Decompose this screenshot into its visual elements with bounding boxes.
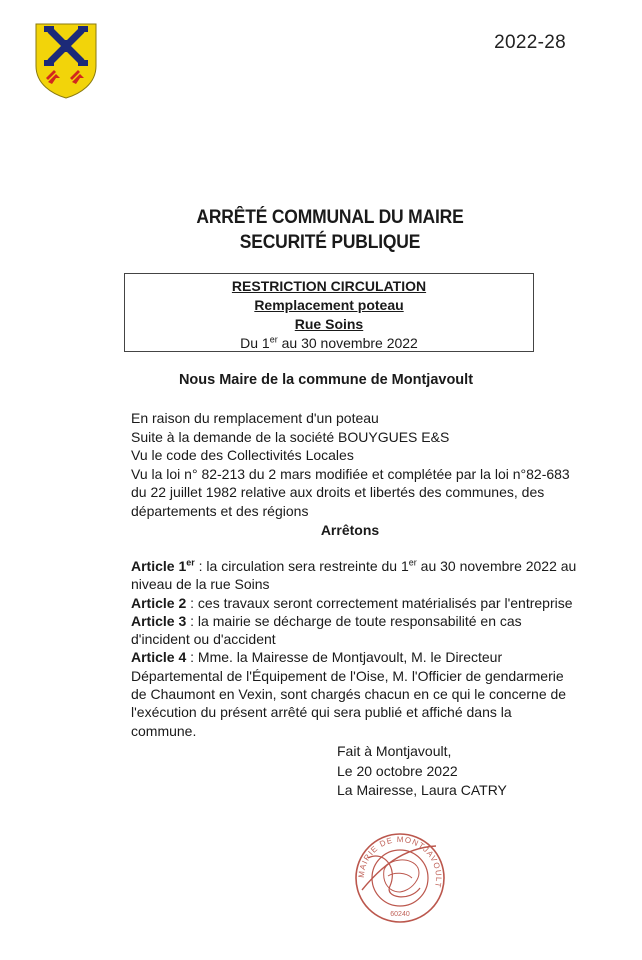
article-4-label: Article 4 — [131, 649, 187, 666]
article-1-text-b: au 30 novembre 2022 au niveau de la rue Soins — [131, 558, 577, 593]
decree-heading: Arrêtons — [320, 522, 380, 538]
subject-work: Remplacement poteau — [254, 297, 404, 313]
title-line-2: SECURITÉ PUBLIQUE — [239, 232, 421, 253]
article-3-text: : la mairie se décharge de toute responsabilité en cas d'incident ou d'accident — [131, 612, 522, 648]
considerations — [131, 409, 571, 520]
article-3-label: Article 3 — [131, 612, 187, 629]
subject-dates — [125, 334, 533, 353]
coat-of-arms-icon — [34, 22, 98, 100]
document-number: 2022-28 — [494, 32, 566, 53]
consideration-item: En raison du remplacement d'un poteau — [131, 410, 379, 426]
article-3 — [131, 612, 579, 649]
consideration-item: Vu le code des Collectivités Locales — [131, 447, 354, 463]
consideration-item: Suite à la demande de la société BOUYGUES E&S — [131, 428, 450, 445]
article-1-label: Article 1 — [131, 558, 187, 574]
article-2-label: Article 2 — [131, 594, 187, 611]
signoff-date: Le 20 octobre 2022 — [337, 762, 458, 779]
official-seal-icon — [350, 828, 450, 928]
article-4 — [131, 648, 579, 739]
article-1-text-sup: er — [408, 557, 417, 568]
seal-postcode: 60240 — [390, 911, 410, 918]
article-4-text: : Mme. la Mairesse de Montjavoult, M. le Directeur Départemental de l'Équipement de l'Oise, M. l'Officier de gendarmerie de Chaumont en Vexin, sont chargés chacun en ce qui le concerne de l'exécution du présent arrêté qui sera publié et affiché dans la commune. — [131, 649, 567, 739]
date-sup: er — [269, 334, 278, 345]
article-1-label-sup: er — [186, 557, 195, 568]
subject-restriction: RESTRICTION CIRCULATION — [231, 278, 427, 294]
article-2 — [131, 594, 579, 612]
consideration-item: Vu la loi n° 82-213 du 2 mars modifiée et complétée par la loi n°82-683 du 22 juillet 1982 relative aux droits et libertés des communes, des départements et des régions — [131, 465, 570, 519]
signoff-signatory: La Mairesse, Laura CATRY — [337, 782, 507, 798]
seal-text: MAIRIE DE MONTJAVOULT — [356, 834, 444, 889]
decree-title — [26, 205, 617, 255]
subject-box — [124, 273, 534, 352]
article-1-text-a: : la circulation sera restreinte du 1 — [194, 558, 409, 574]
articles — [131, 557, 579, 740]
date-suffix: au 30 novembre 2022 — [277, 335, 418, 351]
title-line-1: ARRÊTÉ COMMUNAL DU MAIRE — [196, 207, 464, 228]
mayor-intro: Nous Maire de la commune de Montjavoult — [178, 372, 474, 388]
article-1 — [131, 557, 579, 594]
date-prefix: Du 1 — [240, 335, 270, 351]
article-label — [131, 558, 195, 574]
subject-street: Rue Soins — [294, 316, 364, 332]
article-2-text: : ces travaux seront correctement matérialisés par l'entreprise — [186, 594, 573, 611]
signoff-place: Fait à Montjavoult, — [337, 743, 452, 759]
signoff — [337, 742, 507, 801]
